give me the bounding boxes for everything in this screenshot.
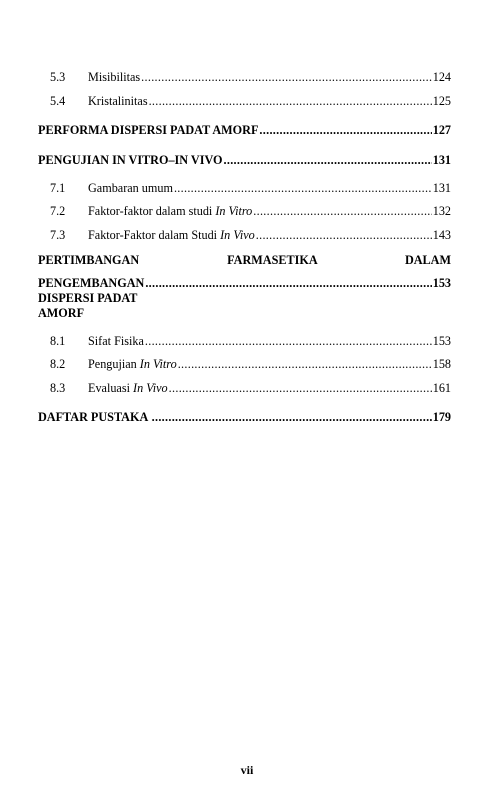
dot-leader: [169, 381, 432, 396]
dot-leader: [253, 204, 431, 219]
toc-chapter-pertimbangan: [38, 253, 451, 321]
section-title: [88, 204, 252, 219]
section-title-text: Evaluasi: [88, 380, 134, 395]
page-number: 124: [432, 70, 451, 84]
section-number: 8.1: [50, 333, 66, 348]
toc-entry-7-3: [38, 228, 451, 243]
chapter-title-line-1: [38, 253, 451, 268]
chapter-title-word: PERTIMBANGAN: [38, 252, 140, 267]
section-number: 7.1: [50, 180, 66, 195]
section-number: 8.3: [50, 380, 66, 395]
toc-chapter-pengujian: [38, 153, 451, 169]
chapter-title-word: DALAM: [404, 252, 451, 267]
toc-entry-7-2: [38, 204, 451, 219]
section-title: Sifat Fisika: [88, 333, 144, 348]
section-title-text: Faktor-Faktor dalam Studi: [88, 227, 221, 242]
toc-entry-7-1: [38, 181, 451, 196]
section-number: 5.4: [50, 93, 66, 108]
dot-leader: [174, 181, 432, 196]
dot-leader: [224, 153, 432, 168]
section-title-italic: In Vivo: [220, 227, 255, 242]
section-title-text: Pengujian: [88, 357, 140, 371]
section-title: Gambaran umum: [88, 180, 173, 195]
toc-entry-8-1: [38, 334, 451, 349]
section-title: Kristalinitas: [88, 93, 148, 108]
page-number: 131: [432, 152, 451, 167]
toc-entry-8-2: [38, 357, 451, 372]
section-number: 7.2: [50, 204, 66, 218]
page-number: 158: [432, 357, 451, 371]
chapter-title: DAFTAR PUSTAKA: [38, 409, 151, 424]
page-number: 125: [432, 93, 451, 108]
section-title-italic: In Vitro: [139, 357, 177, 371]
page-number: 161: [432, 380, 451, 395]
chapter-title: PERFORMA DISPERSI PADAT AMORF: [38, 122, 259, 137]
section-title-italic: In Vivo: [133, 380, 168, 395]
section-number: 7.3: [50, 227, 66, 242]
toc-entry-8-3: [38, 381, 451, 396]
dot-leader: [149, 94, 432, 109]
dot-leader: [145, 276, 431, 291]
dot-leader: [141, 70, 432, 85]
dot-leader: [178, 357, 432, 372]
table-of-contents: [38, 70, 451, 440]
page-number: 153: [432, 275, 451, 290]
dot-leader: [256, 228, 432, 243]
section-title: [88, 381, 168, 396]
chapter-title: PENGEMBANGAN DISPERSI PADAT AMORF: [38, 275, 145, 320]
page-number: 153: [432, 333, 451, 348]
section-title-italic: In Vitro: [215, 204, 253, 218]
section-title: [88, 357, 177, 372]
page-folio: vii: [240, 763, 254, 777]
page-number: 179: [432, 409, 451, 424]
page-number: 131: [432, 180, 451, 195]
dot-leader: [145, 334, 432, 349]
section-title: [88, 228, 255, 243]
chapter-title: PENGUJIAN IN VITRO–IN VIVO: [38, 152, 223, 167]
toc-entry-5-3: [38, 70, 451, 85]
toc-chapter-daftar-pustaka: [38, 410, 451, 426]
dot-leader: [152, 410, 432, 425]
section-number: 8.2: [50, 357, 66, 371]
page-number: 143: [432, 227, 451, 242]
page-number: 127: [432, 122, 451, 137]
section-number: 5.3: [50, 70, 66, 84]
section-title: Misibilitas: [88, 70, 141, 84]
chapter-title-word: FARMASETIKA: [227, 252, 317, 267]
dot-leader: [259, 123, 431, 138]
chapter-title-line-2: [38, 276, 451, 321]
toc-entry-5-4: [38, 94, 451, 109]
toc-chapter-performa: [38, 123, 451, 139]
section-title-text: Faktor-faktor dalam studi: [88, 204, 216, 218]
page-number: 132: [432, 204, 451, 218]
